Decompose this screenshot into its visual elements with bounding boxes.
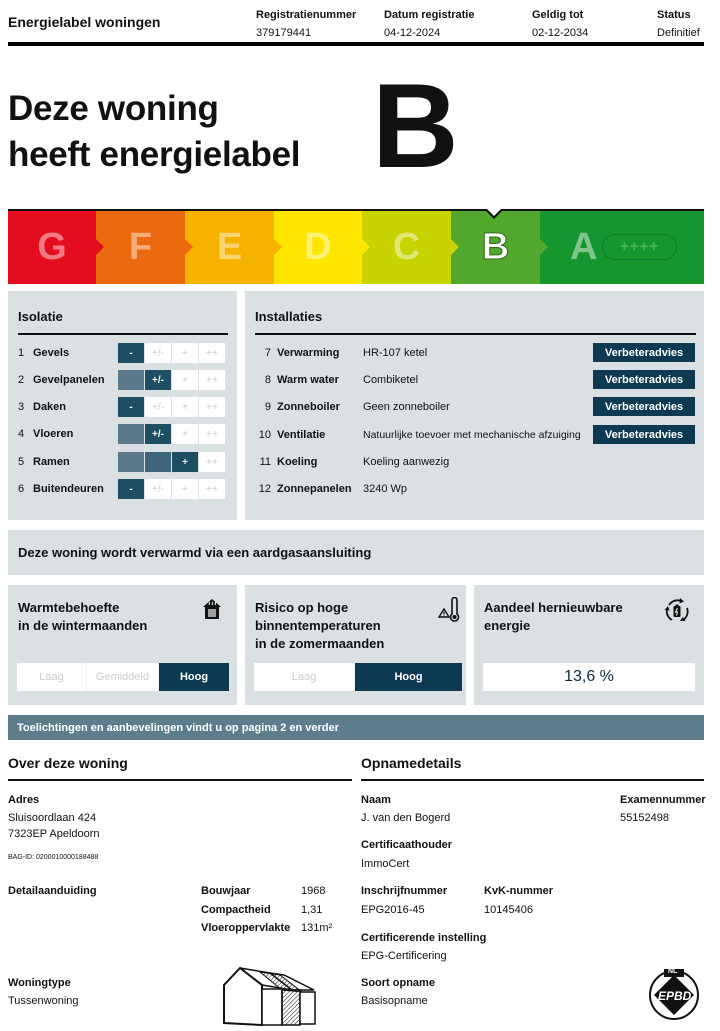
- isolatie-row-vloeren: 4 Vloeren: [18, 428, 74, 440]
- bag-id: BAG-ID: 0200010000188488: [8, 854, 99, 861]
- examennummer-label: Examennummer: [620, 794, 706, 806]
- inschrijfnummer-label: Inschrijfnummer: [361, 885, 448, 897]
- risico-title: Risico op hoge binnentemperaturen in de zomermaanden: [255, 600, 385, 651]
- scale-class-d: D: [274, 211, 362, 284]
- detailaanduiding-label: Detailaanduiding: [8, 885, 97, 897]
- scale-class-f: F: [96, 211, 185, 284]
- hernieuwbaar-title: Aandeel hernieuwbare energie: [484, 600, 623, 633]
- hernieuwbaar-value: 13,6 %: [483, 663, 695, 691]
- installatie-row-koeling: 11 Koeling Koeling aanwezig: [259, 456, 450, 468]
- energy-scale: [8, 211, 704, 284]
- option-hoog-selected: Hoog: [159, 663, 229, 691]
- installatie-row-verwarming: 7 Verwarming HR-107 ketel: [264, 347, 428, 359]
- soort-opname-label: Soort opname: [361, 977, 435, 989]
- soort-opname-value: Basisopname: [361, 995, 428, 1007]
- adres-label: Adres: [8, 794, 40, 806]
- opnamedetails-title: Opnamedetails: [361, 755, 462, 771]
- warmtebehoefte-scale: [17, 663, 229, 691]
- over-woning-title: Over deze woning: [8, 755, 128, 771]
- isolatie-rating: +/- + ++: [118, 370, 225, 390]
- isolatie-row-gevelpanelen: 2 Gevelpanelen: [18, 374, 105, 386]
- gas-connection-notice: Deze woning wordt verwarmd via een aardgasaansluiting: [8, 530, 704, 575]
- bouwjaar-value: 1968: [301, 885, 326, 897]
- isolatie-title: Isolatie: [18, 309, 63, 324]
- scale-class-b-active: B: [451, 211, 540, 284]
- installaties-title: Installaties: [255, 309, 323, 324]
- adres-city: 7323EP Apeldoorn: [8, 828, 100, 840]
- terraced-house-icon: [222, 965, 317, 1027]
- option-hoog-selected: Hoog: [355, 663, 462, 691]
- isolatie-rating: - +/- + ++: [118, 397, 225, 417]
- woningtype-value: Tussenwoning: [8, 995, 79, 1007]
- scale-class-a: A: [540, 211, 704, 284]
- certificerende-instelling-value: EPG-Certificering: [361, 950, 447, 962]
- certificerende-instelling-label: Certificerende instelling: [361, 932, 487, 944]
- verbeteradvies-button-ventilatie[interactable]: Verbeteradvies: [593, 425, 695, 444]
- woningtype-label: Woningtype: [8, 977, 71, 989]
- registration-number: Registratienummer 379179441: [256, 9, 357, 39]
- warmtebehoefte-box: [8, 585, 237, 705]
- vloeroppervlakte-value: 131m²: [301, 922, 333, 934]
- document-header: [8, 0, 704, 46]
- certificaathouder-value: ImmoCert: [361, 858, 410, 870]
- compactheid-value: 1,31: [301, 904, 323, 916]
- compactheid-label: Compactheid: [201, 904, 271, 916]
- risico-scale: [254, 663, 462, 691]
- installaties-panel: [245, 291, 704, 520]
- installatie-row-zonnepanelen: 12 Zonnepanelen 3240 Wp: [258, 483, 408, 495]
- risico-box: [245, 585, 466, 705]
- naam-label: Naam: [361, 794, 391, 806]
- installatie-row-zonneboiler: 9 Zonneboiler Geen zonneboiler: [264, 401, 450, 413]
- bouwjaar-label: Bouwjaar: [201, 885, 251, 897]
- kvk-label: KvK-nummer: [484, 885, 554, 897]
- thermometer-warning-icon: [438, 597, 460, 623]
- valid-until: Geldig tot 02-12-2034: [532, 9, 589, 39]
- option-laag: Laag: [17, 663, 87, 691]
- vloeroppervlakte-label: Vloeroppervlakte: [201, 922, 291, 934]
- hernieuwbare-energie-box: [474, 585, 704, 705]
- examennummer-value: 55152498: [620, 812, 669, 824]
- hero-heading: Deze woning heeft energielabel: [8, 89, 301, 174]
- scale-class-e: E: [185, 211, 274, 284]
- kvk-value: 10145406: [484, 904, 533, 916]
- a-plus-badge: ++++: [602, 234, 677, 260]
- registration-date: Datum registratie 04-12-2024: [384, 9, 475, 39]
- isolatie-row-ramen: 5 Ramen: [18, 456, 70, 468]
- verbeteradvies-button-zonneboiler[interactable]: Verbeteradvies: [593, 397, 695, 416]
- isolatie-row-buitendeuren: 6 Buitendeuren: [18, 483, 104, 495]
- option-laag: Laag: [254, 663, 355, 691]
- isolatie-rating: - +/- + ++: [118, 343, 225, 363]
- scale-class-c: C: [362, 211, 451, 284]
- verbeteradvies-button-warm-water[interactable]: Verbeteradvies: [593, 370, 695, 389]
- isolatie-rating: + ++: [118, 452, 225, 472]
- option-gemiddeld: Gemiddeld: [87, 663, 159, 691]
- epbd-logo-icon: NL EPBD: [646, 965, 702, 1021]
- certificaathouder-label: Certificaathouder: [361, 839, 453, 851]
- isolatie-panel: [8, 291, 237, 520]
- house-heating-icon: [201, 597, 223, 621]
- adres-street: Sluisoordlaan 424: [8, 812, 97, 824]
- energy-label-letter: B: [372, 59, 459, 193]
- inschrijfnummer-value: EPG2016-45: [361, 904, 425, 916]
- status: Status Definitief: [657, 9, 700, 39]
- explanation-notice: Toelichtingen en aanbevelingen vindt u op pagina 2 en verder: [8, 715, 704, 740]
- installatie-row-warm-water: 8 Warm water Combiketel: [264, 374, 419, 386]
- isolatie-row-daken: 3 Daken: [18, 401, 67, 413]
- verbeteradvies-button-verwarming[interactable]: Verbeteradvies: [593, 343, 695, 362]
- isolatie-rating: - +/- + ++: [118, 479, 225, 499]
- installatie-row-ventilatie: 10 Ventilatie Natuurlijke toevoer met mechanische afzuiging: [258, 429, 581, 441]
- warmtebehoefte-title: Warmtebehoefte in de wintermaanden: [18, 600, 148, 633]
- isolatie-row-gevels: 1 Gevels: [18, 347, 70, 359]
- isolatie-rating: +/- + ++: [118, 424, 225, 444]
- naam-value: J. van den Bogerd: [361, 812, 451, 824]
- renewable-battery-icon: [663, 597, 691, 625]
- document-title: Energielabel woningen: [8, 14, 161, 30]
- scale-class-g: G: [8, 211, 96, 284]
